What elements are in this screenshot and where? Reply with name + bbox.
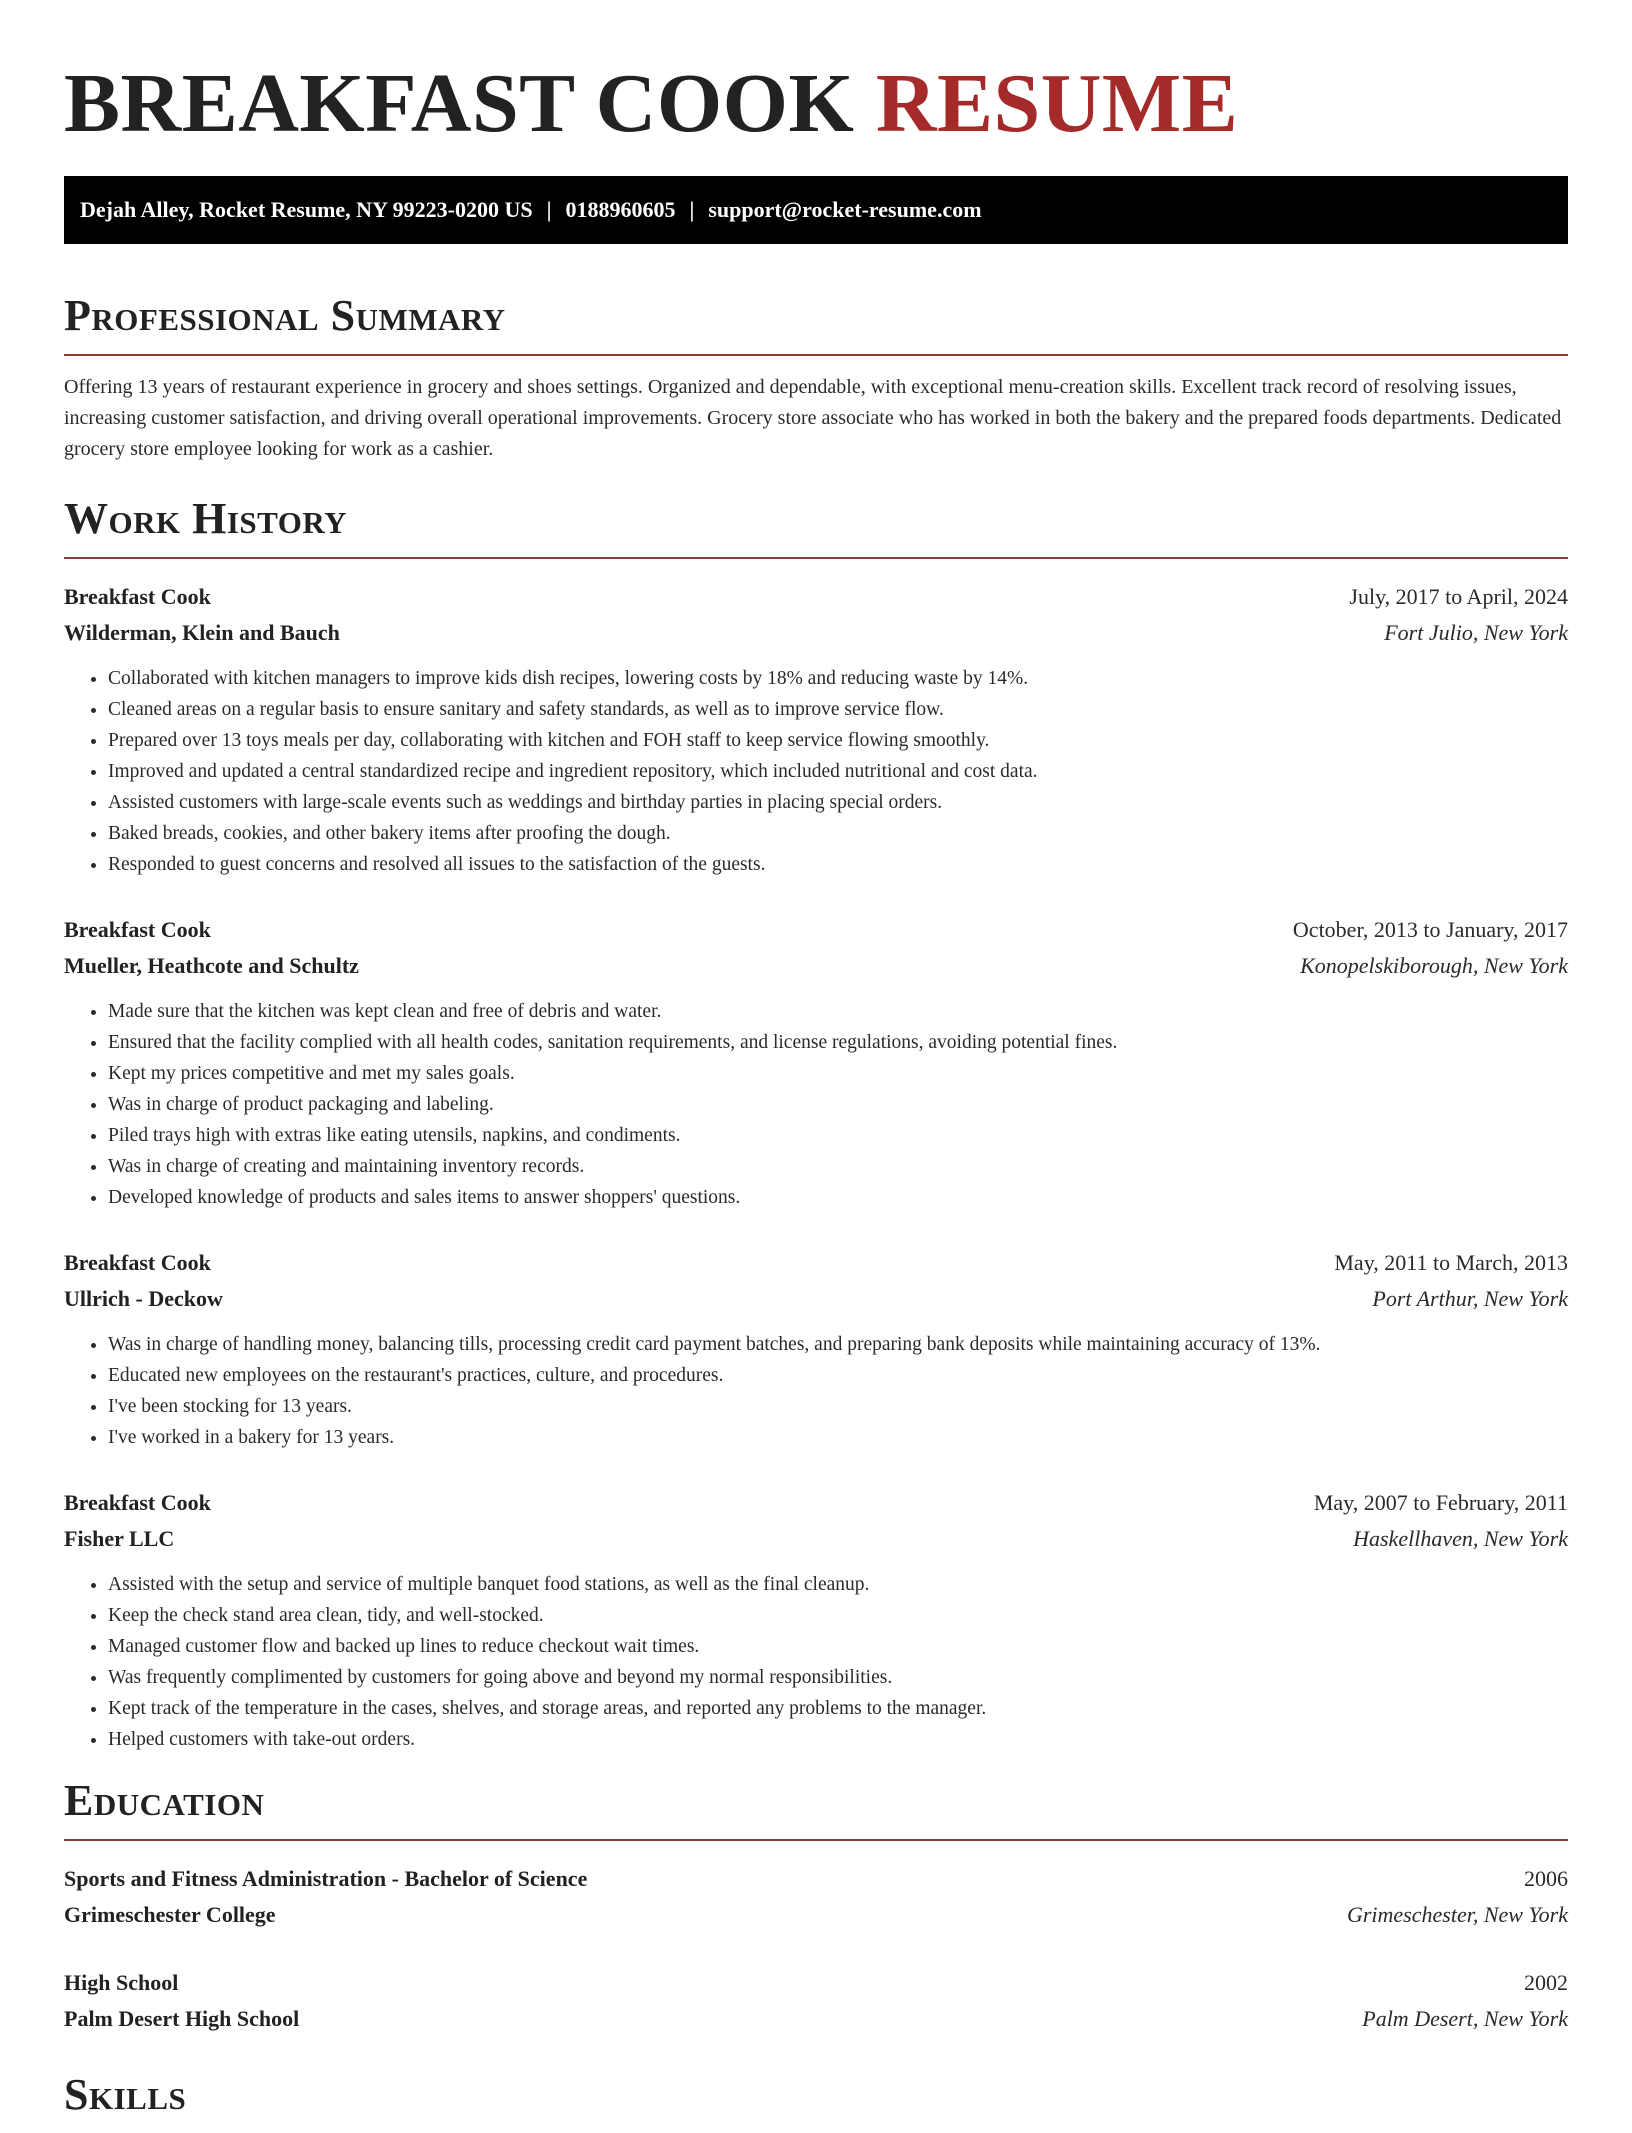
job-bullet: • Was frequently complimented by customers for going above and beyond my normal responsibilities. xyxy=(108,1662,1568,1693)
job-company: Wilderman, Klein and Bauch xyxy=(64,620,340,645)
work-history-heading: Work History xyxy=(64,491,1568,559)
education-entry xyxy=(64,1861,1568,1933)
job-location: Haskellhaven, New York xyxy=(1353,1526,1568,1551)
contact-bar xyxy=(64,176,1568,244)
job-bullet: • Collaborated with kitchen managers to improve kids dish recipes, lowering costs by 18% and reducing waste by 14%. xyxy=(108,663,1568,694)
education-school-row xyxy=(64,1897,1568,1933)
job-bullet: • Developed knowledge of products and sales items to answer shoppers' questions. xyxy=(108,1182,1568,1213)
job-bullet: • Kept track of the temperature in the cases, shelves, and storage areas, and reported any problems to the manager. xyxy=(108,1693,1568,1724)
job-title: Breakfast Cook xyxy=(64,1490,211,1515)
summary-heading: Professional Summary xyxy=(64,288,1568,356)
education-school: Palm Desert High School xyxy=(64,2006,300,2031)
job-bullet: • Educated new employees on the restaurant's practices, culture, and procedures. xyxy=(108,1360,1568,1391)
job-entry xyxy=(64,579,1568,880)
job-bullet: • Prepared over 13 toys meals per day, collaborating with kitchen and FOH staff to keep service flowing smoothly. xyxy=(108,725,1568,756)
job-location: Konopelskiborough, New York xyxy=(1300,953,1568,978)
job-bullet: • Assisted with the setup and service of multiple banquet food stations, as well as the final cleanup. xyxy=(108,1569,1568,1600)
job-bullet: • Cleaned areas on a regular basis to ensure sanitary and safety standards, as well as to improve service flow. xyxy=(108,694,1568,725)
job-bullet-list xyxy=(64,663,1568,880)
job-header-row xyxy=(64,912,1568,948)
job-bullet: • Helped customers with take-out orders. xyxy=(108,1724,1568,1755)
job-bullet: • Keep the check stand area clean, tidy, and well-stocked. xyxy=(108,1600,1568,1631)
job-bullet: • Was in charge of handling money, balancing tills, processing credit card payment batches, and preparing bank deposits while maintaining accuracy of 13%. xyxy=(108,1329,1568,1360)
job-bullet: • I've worked in a bakery for 13 years. xyxy=(108,1422,1568,1453)
education-location: Grimeschester, New York xyxy=(1346,1902,1568,1927)
job-company: Fisher LLC xyxy=(64,1526,175,1551)
education-year: 2002 xyxy=(1524,1970,1568,1995)
job-title: Breakfast Cook xyxy=(64,584,211,609)
education-degree-row xyxy=(64,1861,1568,1897)
education-degree-row xyxy=(64,1965,1568,2001)
job-bullet: • Managed customer flow and backed up lines to reduce checkout wait times. xyxy=(108,1631,1568,1662)
skills-heading: Skills xyxy=(64,2070,187,2119)
job-location: Port Arthur, New York xyxy=(1372,1286,1568,1311)
education-degree: Sports and Fitness Administration - Bachelor of Science xyxy=(64,1866,588,1891)
job-bullet: • Improved and updated a central standardized recipe and ingredient repository, which included nutritional and cost data. xyxy=(108,756,1568,787)
job-entry xyxy=(64,912,1568,1213)
resume-title-main: BREAKFAST COOK xyxy=(64,57,855,150)
contact-phone: 0188960605 xyxy=(565,197,676,222)
education-school-row xyxy=(64,2001,1568,2037)
job-header-row xyxy=(64,579,1568,615)
job-dates: July, 2017 to April, 2024 xyxy=(1349,584,1568,609)
job-entry xyxy=(64,1485,1568,1755)
job-bullet: • Assisted customers with large-scale events such as weddings and birthday parties in placing special orders. xyxy=(108,787,1568,818)
job-bullet-list xyxy=(64,996,1568,1213)
job-company: Mueller, Heathcote and Schultz xyxy=(64,953,359,978)
job-company-row xyxy=(64,615,1568,651)
contact-separator: | xyxy=(546,197,552,222)
job-title: Breakfast Cook xyxy=(64,1250,211,1275)
job-bullet: • Piled trays high with extras like eating utensils, napkins, and condiments. xyxy=(108,1120,1568,1151)
job-bullet: • Made sure that the kitchen was kept clean and free of debris and water. xyxy=(108,996,1568,1027)
job-bullet: • I've been stocking for 13 years. xyxy=(108,1391,1568,1422)
education-heading: Education xyxy=(64,1773,1568,1841)
contact-separator: | xyxy=(689,197,695,222)
job-header-row xyxy=(64,1245,1568,1281)
contact-email[interactable]: support@rocket-resume.com xyxy=(708,197,982,222)
job-bullet: • Responded to guest concerns and resolved all issues to the satisfaction of the guests. xyxy=(108,849,1568,880)
job-bullet-list xyxy=(64,1569,1568,1755)
job-bullet-list xyxy=(64,1329,1568,1453)
job-bullet: • Kept my prices competitive and met my sales goals. xyxy=(108,1058,1568,1089)
job-title: Breakfast Cook xyxy=(64,917,211,942)
job-header-row xyxy=(64,1485,1568,1521)
resume-page xyxy=(64,0,1568,2133)
resume-title xyxy=(64,0,1568,154)
job-company-row xyxy=(64,948,1568,984)
job-bullet: • Was in charge of product packaging and labeling. xyxy=(108,1089,1568,1120)
job-location: Fort Julio, New York xyxy=(1384,620,1568,645)
education-location: Palm Desert, New York xyxy=(1362,2006,1568,2031)
job-dates: May, 2007 to February, 2011 xyxy=(1313,1490,1568,1515)
job-dates: May, 2011 to March, 2013 xyxy=(1334,1250,1568,1275)
job-company-row xyxy=(64,1521,1568,1557)
resume-title-accent: RESUME xyxy=(875,57,1239,150)
job-company: Ullrich - Deckow xyxy=(64,1286,223,1311)
job-entry xyxy=(64,1245,1568,1453)
education-year: 2006 xyxy=(1524,1866,1568,1891)
job-dates: October, 2013 to January, 2017 xyxy=(1292,917,1568,942)
job-bullet: • Ensured that the facility complied with all health codes, sanitation requirements, and license regulations, avoiding potential fines. xyxy=(108,1027,1568,1058)
education-school: Grimeschester College xyxy=(64,1902,276,1927)
job-bullet: • Was in charge of creating and maintaining inventory records. xyxy=(108,1151,1568,1182)
summary-text: Offering 13 years of restaurant experience in grocery and shoes settings. Organized and dependable, with exceptional menu-creation skills. Excellent track record of resolving issues, increasing customer satisfaction, and driving overall operational improvements. Grocery store associate who has worked in both the bakery and the prepared foods departments. Dedicated grocery store employee looking for work as a cashier. xyxy=(64,376,1562,460)
contact-address: Dejah Alley, Rocket Resume, NY 99223-0200 US xyxy=(80,197,533,222)
education-degree: High School xyxy=(64,1970,179,1995)
job-company-row xyxy=(64,1281,1568,1317)
education-entry xyxy=(64,1965,1568,2037)
job-bullet: • Baked breads, cookies, and other bakery items after proofing the dough. xyxy=(108,818,1568,849)
